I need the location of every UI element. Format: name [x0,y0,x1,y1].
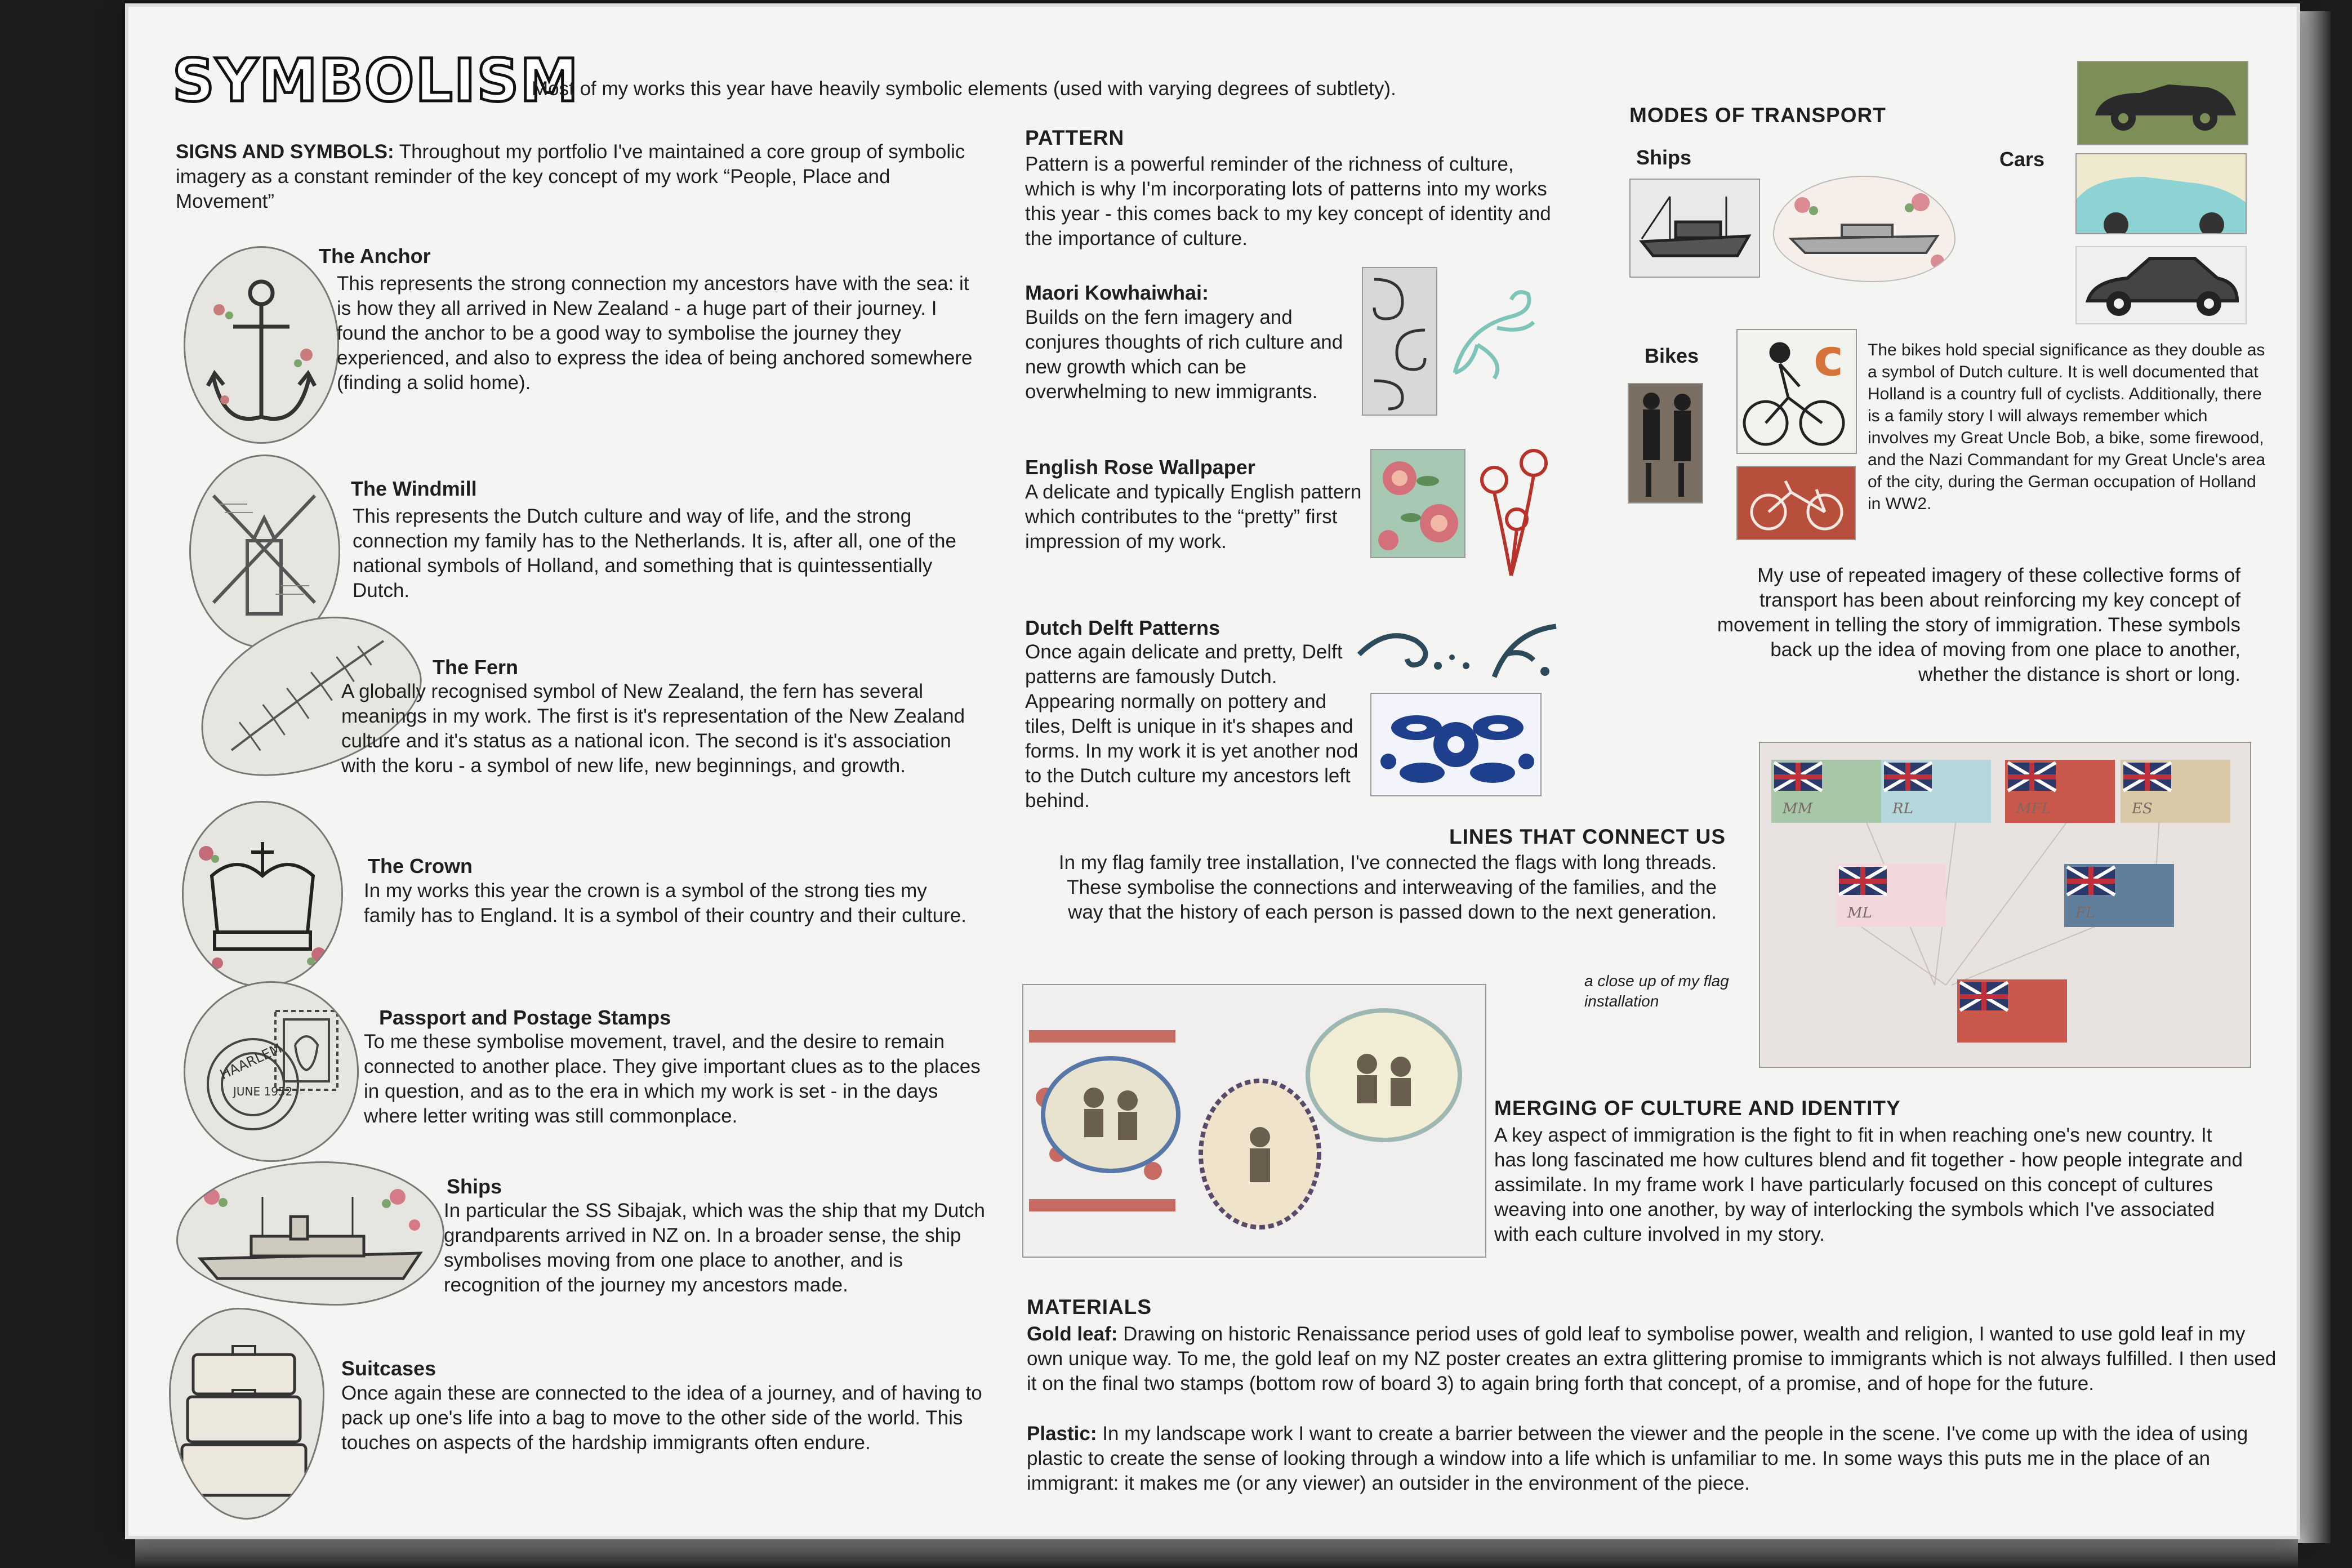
flag-installation-photo [1759,742,2251,1068]
pattern-heading: PATTERN [1025,126,1125,149]
ship-sketch-image [1629,179,1760,278]
anchor-text: This represents the strong connection my ancestors have with the sea: it is how they all arrived in New Zealand - a huge part of their journey. I found the anchor to be a good way to symbolise the journey they experienced, and also to express the idea of being anchored somewhere (finding a solid home). [337,273,973,394]
crown-image [182,801,343,987]
delft-title: Dutch Delft Patterns [1025,616,1220,639]
english-rose-text: A delicate and typically English pattern which contributes to the “pretty” first impression of my work. [1025,481,1362,553]
plastic-text: In my landscape work I want to create a barrier between the viewer and the people in the scene. I've come up with the idea of using plastic to create the sense of looking through a window into a life which is unfamiliar to me. In some ways this puts me in the place of an immigrant: it makes me (or any viewer) an outsider in the environment of the piece. [1027,1423,2248,1494]
binder-bottom-edge [135,1536,2298,1568]
gold-leaf-paragraph [1027,1322,2280,1396]
delft-swirl-drawing [1353,609,1567,694]
fern-text: A globally recognised symbol of New Zealand, the fern has several meanings in my work. The first is it's representation of the New Zealand culture and it's status as a national icon. The second is it's association with the koru - a symbol of new life, new beginnings, and growth. [341,680,965,777]
flag-caption: a close up of my flag installation [1584,972,1729,1010]
suitcases-title: Suitcases [341,1357,436,1380]
ships-text: In particular the SS Sibajak, which was the ship that my Dutch grandparents arrived in NZ on. In a broader sense, the ship symbolises moving from one place to another, and is recognition of the journey my ancestors made. [444,1200,986,1296]
frame-work-photo [1022,984,1486,1258]
crown-title: The Crown [368,854,473,877]
flag-label: MM [1783,800,1813,817]
flag-label: ES [2132,800,2153,817]
kowhaiwhai-pattern-image [1362,267,1437,416]
page-title: SYMBOLISM [172,46,580,115]
cars-label: Cars [1999,148,2045,171]
flag-card [2005,760,2115,823]
ships-label: Ships [1636,146,1692,169]
merging-heading: MERGING OF CULTURE AND IDENTITY [1494,1097,1901,1120]
flag-label: MFL [2016,800,2051,817]
floral-ship-image [1773,176,1955,282]
passport-title: Passport and Postage Stamps [379,1006,671,1029]
flag-card [1957,979,2067,1043]
kowhaiwhai-title: Maori Kowhaiwhai: [1025,281,1209,304]
flag-card [2121,760,2230,823]
ships-title: Ships [447,1175,502,1198]
rose-wallpaper-image [1370,449,1465,558]
pattern-text: Pattern is a powerful reminder of the richness of culture, which is why I'm incorporating lots of patterns into my works this year - this comes back to my key concept of identity and the importance of culture. [1025,153,1551,250]
stamp-date-text: JUNE 1952 [233,1085,293,1098]
merging-text: A key aspect of immigration is the fight to fit in when reaching one's new country. It has long fascinated me how cultures blend and fit together - how people integrate and assimilate. In my frame work I have particularly focused on this concept of cultures weaving into one another, by way of interlocking the symbols which I've associated with each culture involved in my story. [1494,1124,2243,1245]
flag-label: RL [1892,800,1913,817]
gold-leaf-title: Gold leaf: [1027,1323,1118,1345]
signs-text: Throughout my portfolio I've maintained a core group of symbolic imagery as a constant reminder of the key concept of my work “People, Place and Movement” [176,141,965,212]
stamp-image [184,981,359,1162]
flag-card [1771,760,1881,823]
intro-text: Most of my works this year have heavily symbolic elements (used with varying degrees of subtlety). [532,78,1396,100]
materials-heading: MATERIALS [1027,1295,1152,1318]
plastic-title: Plastic: [1027,1423,1097,1445]
rose-line-drawing [1469,440,1562,581]
vintage-car-image-2 [2075,153,2247,234]
fern-title: The Fern [433,656,519,679]
windmill-text: This represents the Dutch culture and way of life, and the strong connection my family has to the Netherlands. It is, after all, one of the national symbols of Holland, and something that is quintessentially Dutch. [353,505,956,602]
lines-text: In my flag family tree installation, I've connected the flags with long threads. These symbolise the connections and interweaving of the families, and the way that the history of each person is passed down to the next generation. [1058,852,1717,923]
transport-summary: My use of repeated imagery of these collective forms of transport has been about reinforcing my key concept of movement in telling the story of immigration. These symbols back up the idea of moving from one place to another, whether the distance is short or long. [1717,564,2240,685]
passport-text: To me these symbolise movement, travel, and the desire to remain connected to another place. They give important clues as to the places in question, and as to the era in which my work is set - in the days where letter writing was still commonplace. [364,1031,981,1127]
delft-tile-image [1370,693,1542,796]
vintage-car-image-1 [2077,61,2248,145]
flag-label: ML [1847,905,1872,921]
bikes-text: The bikes hold special significance as they double as a symbol of Dutch culture. It is well documented that Holland is a country full of cyclists. Additionally, there is a family story I will always remember which involves my Great Uncle Bob, a bike, some firewood, and the Nazi Commandant for my Great Uncle's area of the city, during the German occupation of Holland in WW2. [1868,341,2266,513]
plastic-paragraph [1027,1422,2280,1496]
lines-heading: LINES THAT CONNECT US [1449,825,1726,848]
koru-drawing [1444,283,1545,384]
flag-card [1881,760,1991,823]
suitcases-text: Once again these are connected to the idea of a journey, and of having to pack up one's life into a bag to move to the other side of the world. This touches on aspects of the hardship immigrants often endure. [341,1382,982,1454]
signs-heading: SIGNS AND SYMBOLS: [176,141,394,163]
flag-label: FL [2075,905,2096,921]
stamp-city-text: HAARLEM [217,1040,284,1083]
suitcases-image [169,1308,324,1520]
signs-paragraph [176,140,987,214]
ship-image [176,1161,444,1306]
transport-heading: MODES OF TRANSPORT [1629,104,1886,127]
delft-text: Once again delicate and pretty, Delft patterns are famously Dutch. Appearing normally on pottery and tiles, Delft is unique in it's shapes and forms. In my work it is yet another nod to the Dutch culture my ancestors left behind. [1025,641,1358,812]
letter-c: c [1814,330,1844,387]
gold-leaf-text: Drawing on historic Renaissance period uses of gold leaf to symbolise power, wealth and religion, I wanted to use gold leaf in my own unique way. To me, the gold leaf on my NZ poster creates an extra glittering promise to immigrants which is not always fulfilled. I then used it on the final two stamps (bottom row of board 3) to again bring forth that concept, of a promise, and of hope for the future. [1027,1323,2277,1395]
vintage-car-sketch [2075,246,2247,324]
crown-text: In my works this year the crown is a symbol of the strong ties my family has to England. It is a symbol of their country and their culture. [364,880,966,926]
kowhaiwhai-text: Builds on the fern imagery and conjures thoughts of rich culture and new growth which can be overwhelming to new immigrants. [1025,306,1343,403]
anchor-title: The Anchor [319,244,431,268]
cyclists-photo [1628,383,1703,504]
windmill-title: The Windmill [351,477,477,500]
cyclist-sketch [1736,329,1857,454]
flag-card [2064,864,2174,927]
document-page [128,7,2297,1536]
binder-sleeve-edge [2297,11,2331,1543]
bikes-label: Bikes [1645,344,1699,367]
bike-pattern-image [1736,466,1856,540]
flag-card [1836,864,1946,927]
anchor-image [184,246,339,444]
english-rose-title: English Rose Wallpaper [1025,456,1255,479]
